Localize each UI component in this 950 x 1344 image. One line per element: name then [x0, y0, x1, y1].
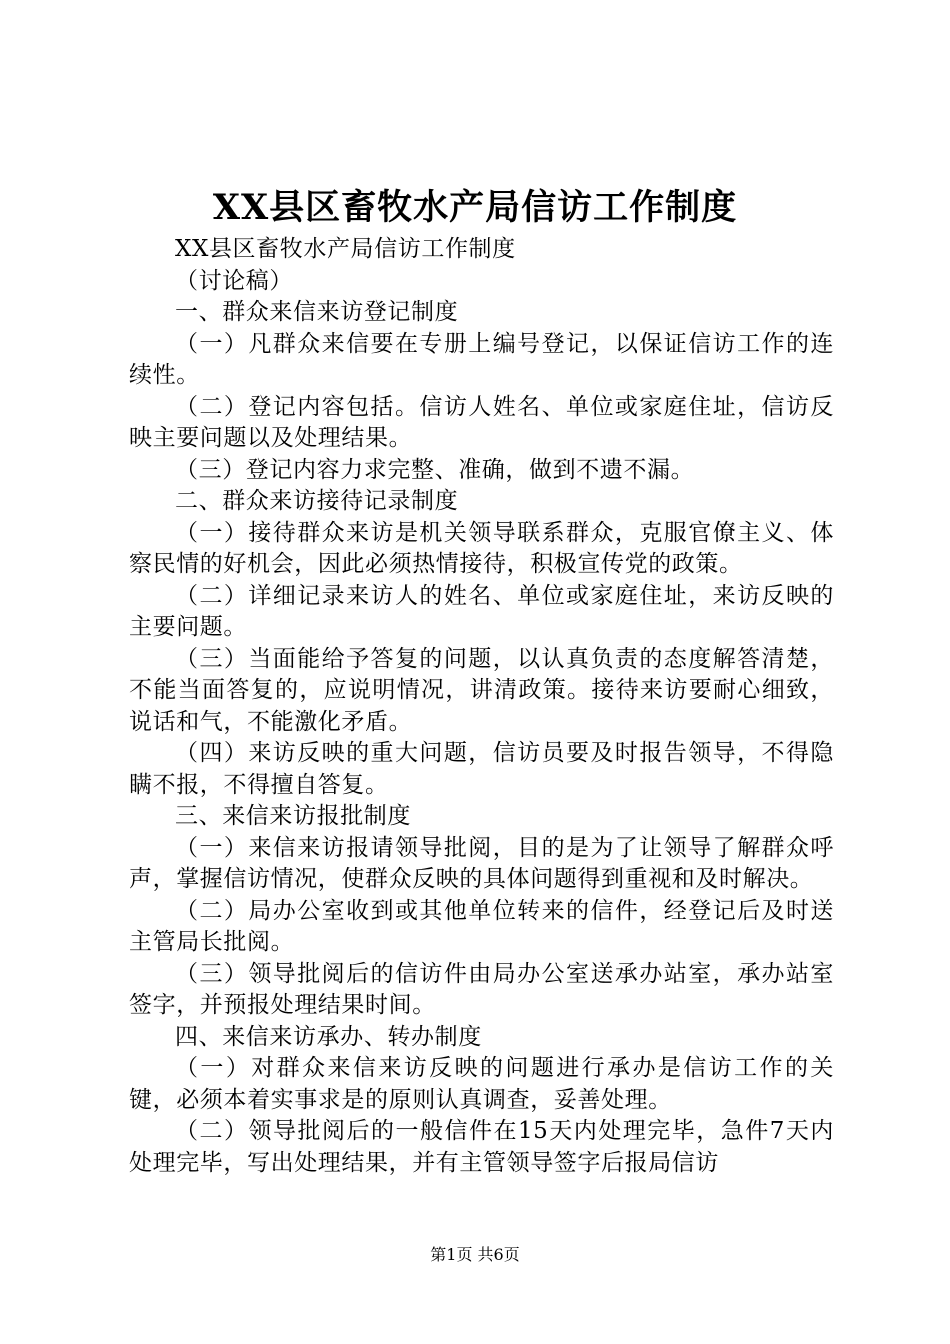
page-footer: 第1页 共6页 [430, 1245, 520, 1264]
paragraph: （三）领导批阅后的信访件由局办公室送承办站室，承办站室签字，并预报处理结果时间。 [129, 960, 834, 1018]
paragraph: （一）凡群众来信要在专册上编号登记，以保证信访工作的连续性。 [129, 330, 834, 388]
paragraph: （一）对群众来信来访反映的问题进行承办是信访工作的关键，必须本着实事求是的原则认真调查，妥善处理。 [129, 1055, 834, 1113]
paragraph: （四）来访反映的重大问题，信访员要及时报告领导，不得隐瞒不报，不得擅自答复。 [129, 740, 834, 798]
document-body [129, 234, 834, 1179]
paragraph: （二）局办公室收到或其他单位转来的信件，经登记后及时送主管局长批阅。 [129, 897, 834, 955]
body-subtitle: XX县区畜牧水产局信访工作制度 [175, 236, 516, 262]
paragraph: （三）登记内容力求完整、准确，做到不遗不漏。 [175, 456, 695, 483]
paragraph: （二）领导批阅后的一般信件在15天内处理完毕，急件7天内处理完毕，写出处理结果，并有主管领导签字后报局信访 [129, 1118, 834, 1176]
section-heading-4: 四、来信来访承办、转办制度 [175, 1023, 482, 1050]
section-heading-2: 二、群众来访接待记录制度 [175, 488, 459, 514]
draft-note: （讨论稿） [175, 267, 293, 294]
paragraph: （二）登记内容包括。信访人姓名、单位或家庭住址，信访反映主要问题以及处理结果。 [129, 393, 834, 451]
paragraph: （二）详细记录来访人的姓名、单位或家庭住址，来访反映的主要问题。 [129, 582, 834, 640]
document-title: XX县区畜牧水产局信访工作制度 [212, 187, 738, 228]
paragraph: （三）当面能给予答复的问题，以认真负责的态度解答清楚，不能当面答复的，应说明情况，讲清政策。接待来访要耐心细致，说话和气，不能激化矛盾。 [129, 645, 834, 735]
paragraph: （一）来信来访报请领导批阅，目的是为了让领导了解群众呼声，掌握信访情况，使群众反映的具体问题得到重视和及时解决。 [129, 834, 834, 892]
paragraph: （一）接待群众来访是机关领导联系群众，克服官僚主义、体察民情的好机会，因此必须热情接待，积极宣传党的政策。 [129, 519, 834, 577]
section-heading-3: 三、来信来访报批制度 [175, 803, 411, 829]
section-heading-1: 一、群众来信来访登记制度 [175, 299, 459, 325]
